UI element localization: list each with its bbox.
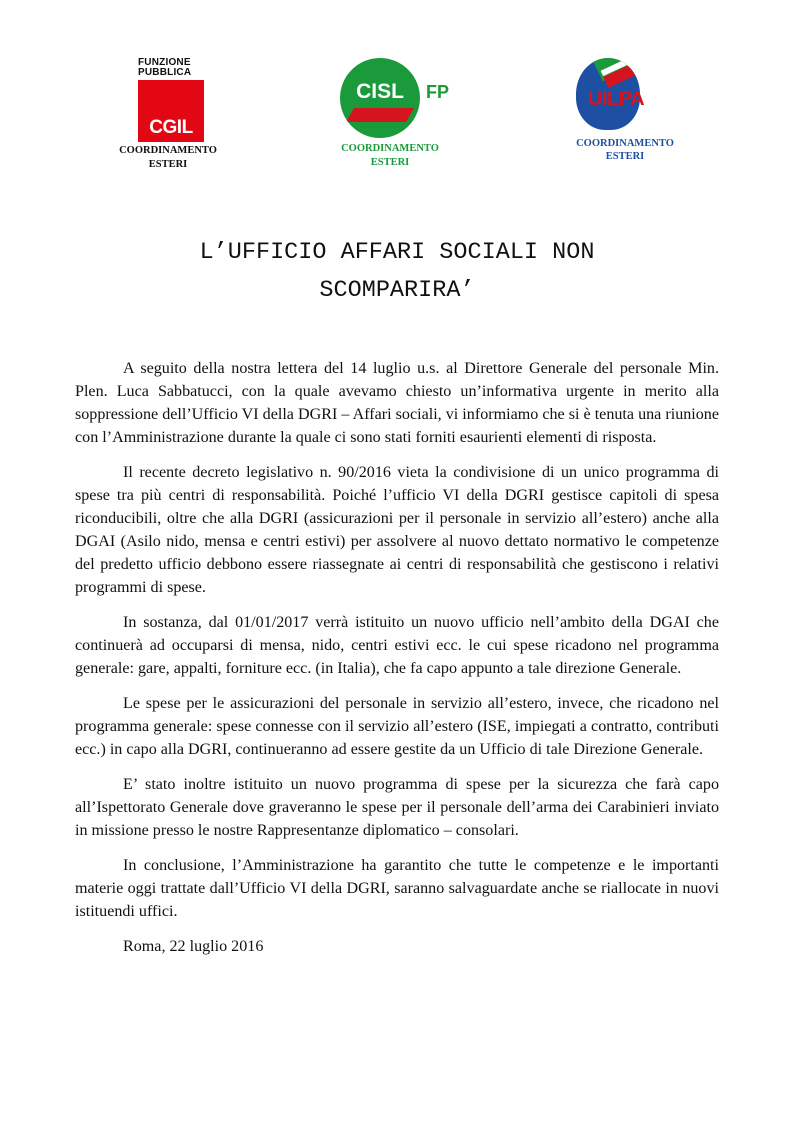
uilpa-logo-sub-line2: ESTERI [605, 151, 645, 162]
body-paragraph: Le spese per le assicurazioni del personale in servizio all’estero, invece, che ricadono nel programma generale: spese connesse con il servizio all’estero (ISE, impiegati a contratto, contributi ecc.) in capo alla DGRI, continueranno ad essere gestite da un Ufficio di tale Direzione Generale. [75, 695, 719, 758]
cgil-logo [110, 58, 226, 170]
cisl-logo-stripe [346, 108, 414, 122]
document-title [60, 234, 734, 310]
uilpa-logo-mark [560, 56, 690, 136]
document-title-line1: L’UFFICIO AFFARI SOCIALI NON [199, 239, 595, 266]
body-paragraph: Il recente decreto legislativo n. 90/2016 vieta la condivisione di un unico programma di spese tra più centri di responsabilità. Poiché l’ufficio VI della DGRI gestisce capitoli di spesa riconducibili, oltre che alla DGRI (assicurazioni per il personale in servizio all’estero) anche alla DGAI (Asilo nido, mensa e centri estivi) per assolvere al nuovo dettato normativo le competenze del predetto ufficio debbono essere riassegnate ai centri di responsabilità che gestiscono i relativi programmi di spese. [75, 464, 719, 596]
body-paragraph: A seguito della nostra lettera del 14 luglio u.s. al Direttore Generale del personale Min. Plen. Luca Sabbatucci, con la quale avevamo chiesto un’informativa urgente in merito alla soppressione dell’Ufficio VI della DGRI – Affari sociali, vi informiamo che si è tenuta una riunione con l’Amministrazione durante la quale ci sono stati forniti esaurienti elementi di risposta. [75, 360, 719, 446]
cgil-logo-top-line2: PUBBLICA [138, 67, 192, 78]
uilpa-logo [560, 56, 690, 162]
body-paragraph: E’ stato inoltre istituito un nuovo programma di spese per la sicurezza che farà capo all’Ispettorato Generale dove graveranno le spese per il personale dell’arma dei Carabinieri inviato in missione presso le nostre Rappresentanze diplomatico – consolari. [75, 776, 719, 839]
cisl-logo-circle [340, 58, 420, 138]
body-paragraph: In conclusione, l’Amministrazione ha garantito che tutte le competenze e le importanti materie oggi trattate dall’Ufficio VI della DGRI, saranno salvaguardate anche se riallocate in nuovi istituendi uffici. [75, 857, 719, 920]
cisl-logo-suffix: FP [426, 82, 450, 102]
cisl-logo-mark [330, 58, 470, 140]
cgil-logo-sub-line2: ESTERI [148, 159, 188, 170]
cgil-logo-sub-line1: COORDINAMENTO [119, 145, 217, 156]
document-body [75, 357, 719, 970]
uilpa-logo-sub-line1: COORDINAMENTO [576, 138, 674, 149]
cgil-logo-mark-text: CGIL [149, 117, 193, 138]
cgil-logo-mark [138, 80, 204, 142]
date-line: Roma, 22 luglio 2016 [123, 938, 264, 955]
cisl-logo-sub-line2: ESTERI [370, 157, 410, 168]
body-paragraph: In sostanza, dal 01/01/2017 verrà istituito un nuovo ufficio nell’ambito della DGAI che continuerà ad occuparsi di mensa, nido, centri estivi ecc. le cui spese ricadono nel programma generale: gare, appalti, forniture ecc. (in Italia), che fa capo appunto a tale direzione Generale. [75, 614, 719, 677]
document-title-line2: SCOMPARIRA’ [319, 277, 475, 304]
cisl-fp-logo [330, 58, 470, 168]
uilpa-logo-mark-text: UILPA [588, 88, 645, 110]
cisl-logo-mark-text: CISL [356, 80, 404, 103]
cisl-logo-sub-line1: COORDINAMENTO [341, 143, 439, 154]
cgil-logo-top-line1: FUNZIONE [138, 57, 191, 68]
